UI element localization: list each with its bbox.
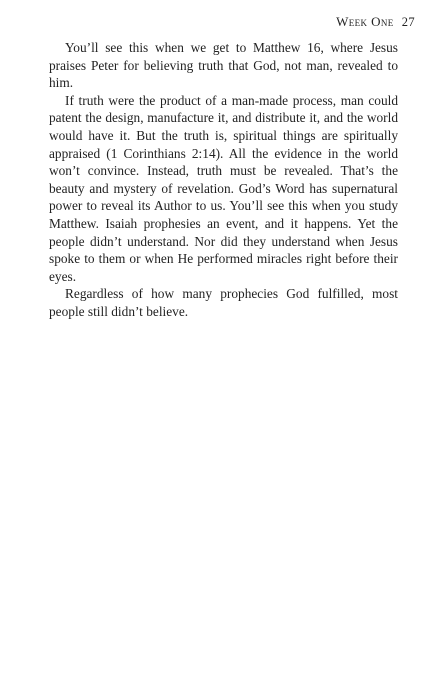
paragraph-2: If truth were the product of a man-made process, man could patent the design, manufacture it, and distribute it, and the world would have it. But the truth is, spiritual things are spiritually appraised (1 Corinthians 2:14). All the evidence in the world won’t convince. Instead, truth must be revealed. That’s the beauty and mystery of revelation. God’s Word has supernatural power to reveal its Author to us. You’ll see this when you study Matthew. Isaiah prophesies an event, and it happens. Yet the people didn’t understand. Nor did they understand when Jesus spoke to them or when He performed miracles right before their eyes. (49, 92, 398, 284)
running-header (336, 14, 415, 30)
section-title: Week One (336, 14, 394, 29)
page-number: 27 (401, 15, 415, 29)
paragraph-3: Regardless of how many prophecies God fulfilled, most people still didn’t believe. (49, 286, 398, 319)
paragraph-1: You’ll see this when we get to Matthew 16, where Jesus praises Peter for believing truth that God, not man, revealed to him. (49, 40, 398, 91)
body-text (49, 39, 398, 321)
